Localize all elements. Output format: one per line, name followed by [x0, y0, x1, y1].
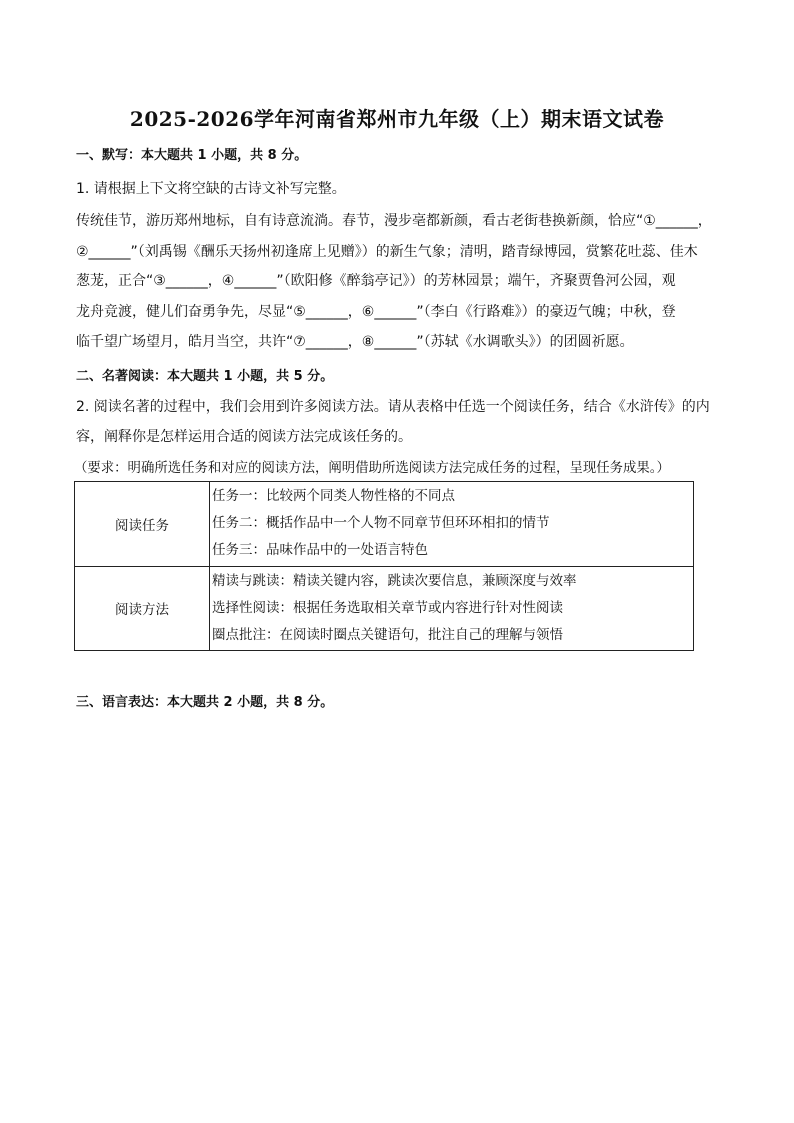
question-2-line-2: 容，阐释你是怎样运用合适的阅读方法完成该任务的。	[76, 429, 412, 445]
exam-title: 2025-2026学年河南省郑州市九年级（上）期末语文试卷	[129, 107, 665, 131]
passage-line-2: ②______”（刘禹锡《酬乐天扬州初逢席上见赠》）的新生气象；清明，踏青绿博园，赏繁花吐蕊、佳木	[76, 244, 698, 260]
question-2-line-1: 2. 阅读名著的过程中，我们会用到许多阅读方法。请从表格中任选一个阅读任务，结合《水浒传》的内	[76, 399, 710, 415]
method-item-2: 选择性阅读：根据任务选取相关章节或内容进行针对性阅读	[212, 599, 563, 616]
table-row-tasks	[75, 482, 694, 567]
method-item-1: 精读与跳读：精读关键内容，跳读次要信息，兼顾深度与效率	[212, 572, 577, 589]
table-row-methods	[75, 566, 694, 651]
methods-header: 阅读方法	[75, 566, 210, 651]
methods-cell	[210, 566, 694, 651]
requirement-note: （要求：明确所选任务和对应的阅读方法，阐明借助所选阅读方法完成任务的过程，呈现任务成果。）	[74, 461, 670, 476]
task-item-3: 任务三：品味作品中的一处语言特色	[212, 542, 428, 559]
passage-line-4: 龙舟竞渡，健儿们奋勇争先，尽显“⑤______，⑥______”（李白《行路难》）的豪迈气魄；中秋，登	[76, 304, 676, 320]
task-item-1: 任务一：比较两个同类人物性格的不同点	[212, 488, 455, 505]
section-1-heading: 一、默写：本大题共 1 小题，共 8 分。	[76, 148, 308, 163]
question-1-prompt: 1. 请根据上下文将空缺的古诗文补写完整。	[76, 181, 346, 197]
method-item-3: 圈点批注：在阅读时圈点关键语句，批注自己的理解与领悟	[212, 626, 563, 643]
tasks-cell	[210, 482, 694, 567]
tasks-header: 阅读任务	[75, 482, 210, 567]
section-2-heading: 二、名著阅读：本大题共 1 小题，共 5 分。	[76, 369, 334, 384]
section-3-heading: 三、语言表达：本大题共 2 小题，共 8 分。	[76, 695, 334, 710]
passage-line-3: 葱茏，正合“③______，④______”（欧阳修《醉翁亭记》）的芳林园景；端午，齐聚贾鲁河公园，观	[76, 273, 676, 289]
task-item-2: 任务二：概括作品中一个人物不同章节但环环相扣的情节	[212, 515, 550, 532]
passage-line-5: 临千望广场望月，皓月当空，共许“⑦______，⑧______”（苏轼《水调歌头》）的团圆祈愿。	[76, 334, 634, 350]
passage-line-1: 传统佳节，游历郑州地标，自有诗意流淌。春节，漫步亳都新颜，看古老街巷换新颜，恰应“①______，	[76, 213, 712, 229]
reading-table	[74, 481, 694, 651]
